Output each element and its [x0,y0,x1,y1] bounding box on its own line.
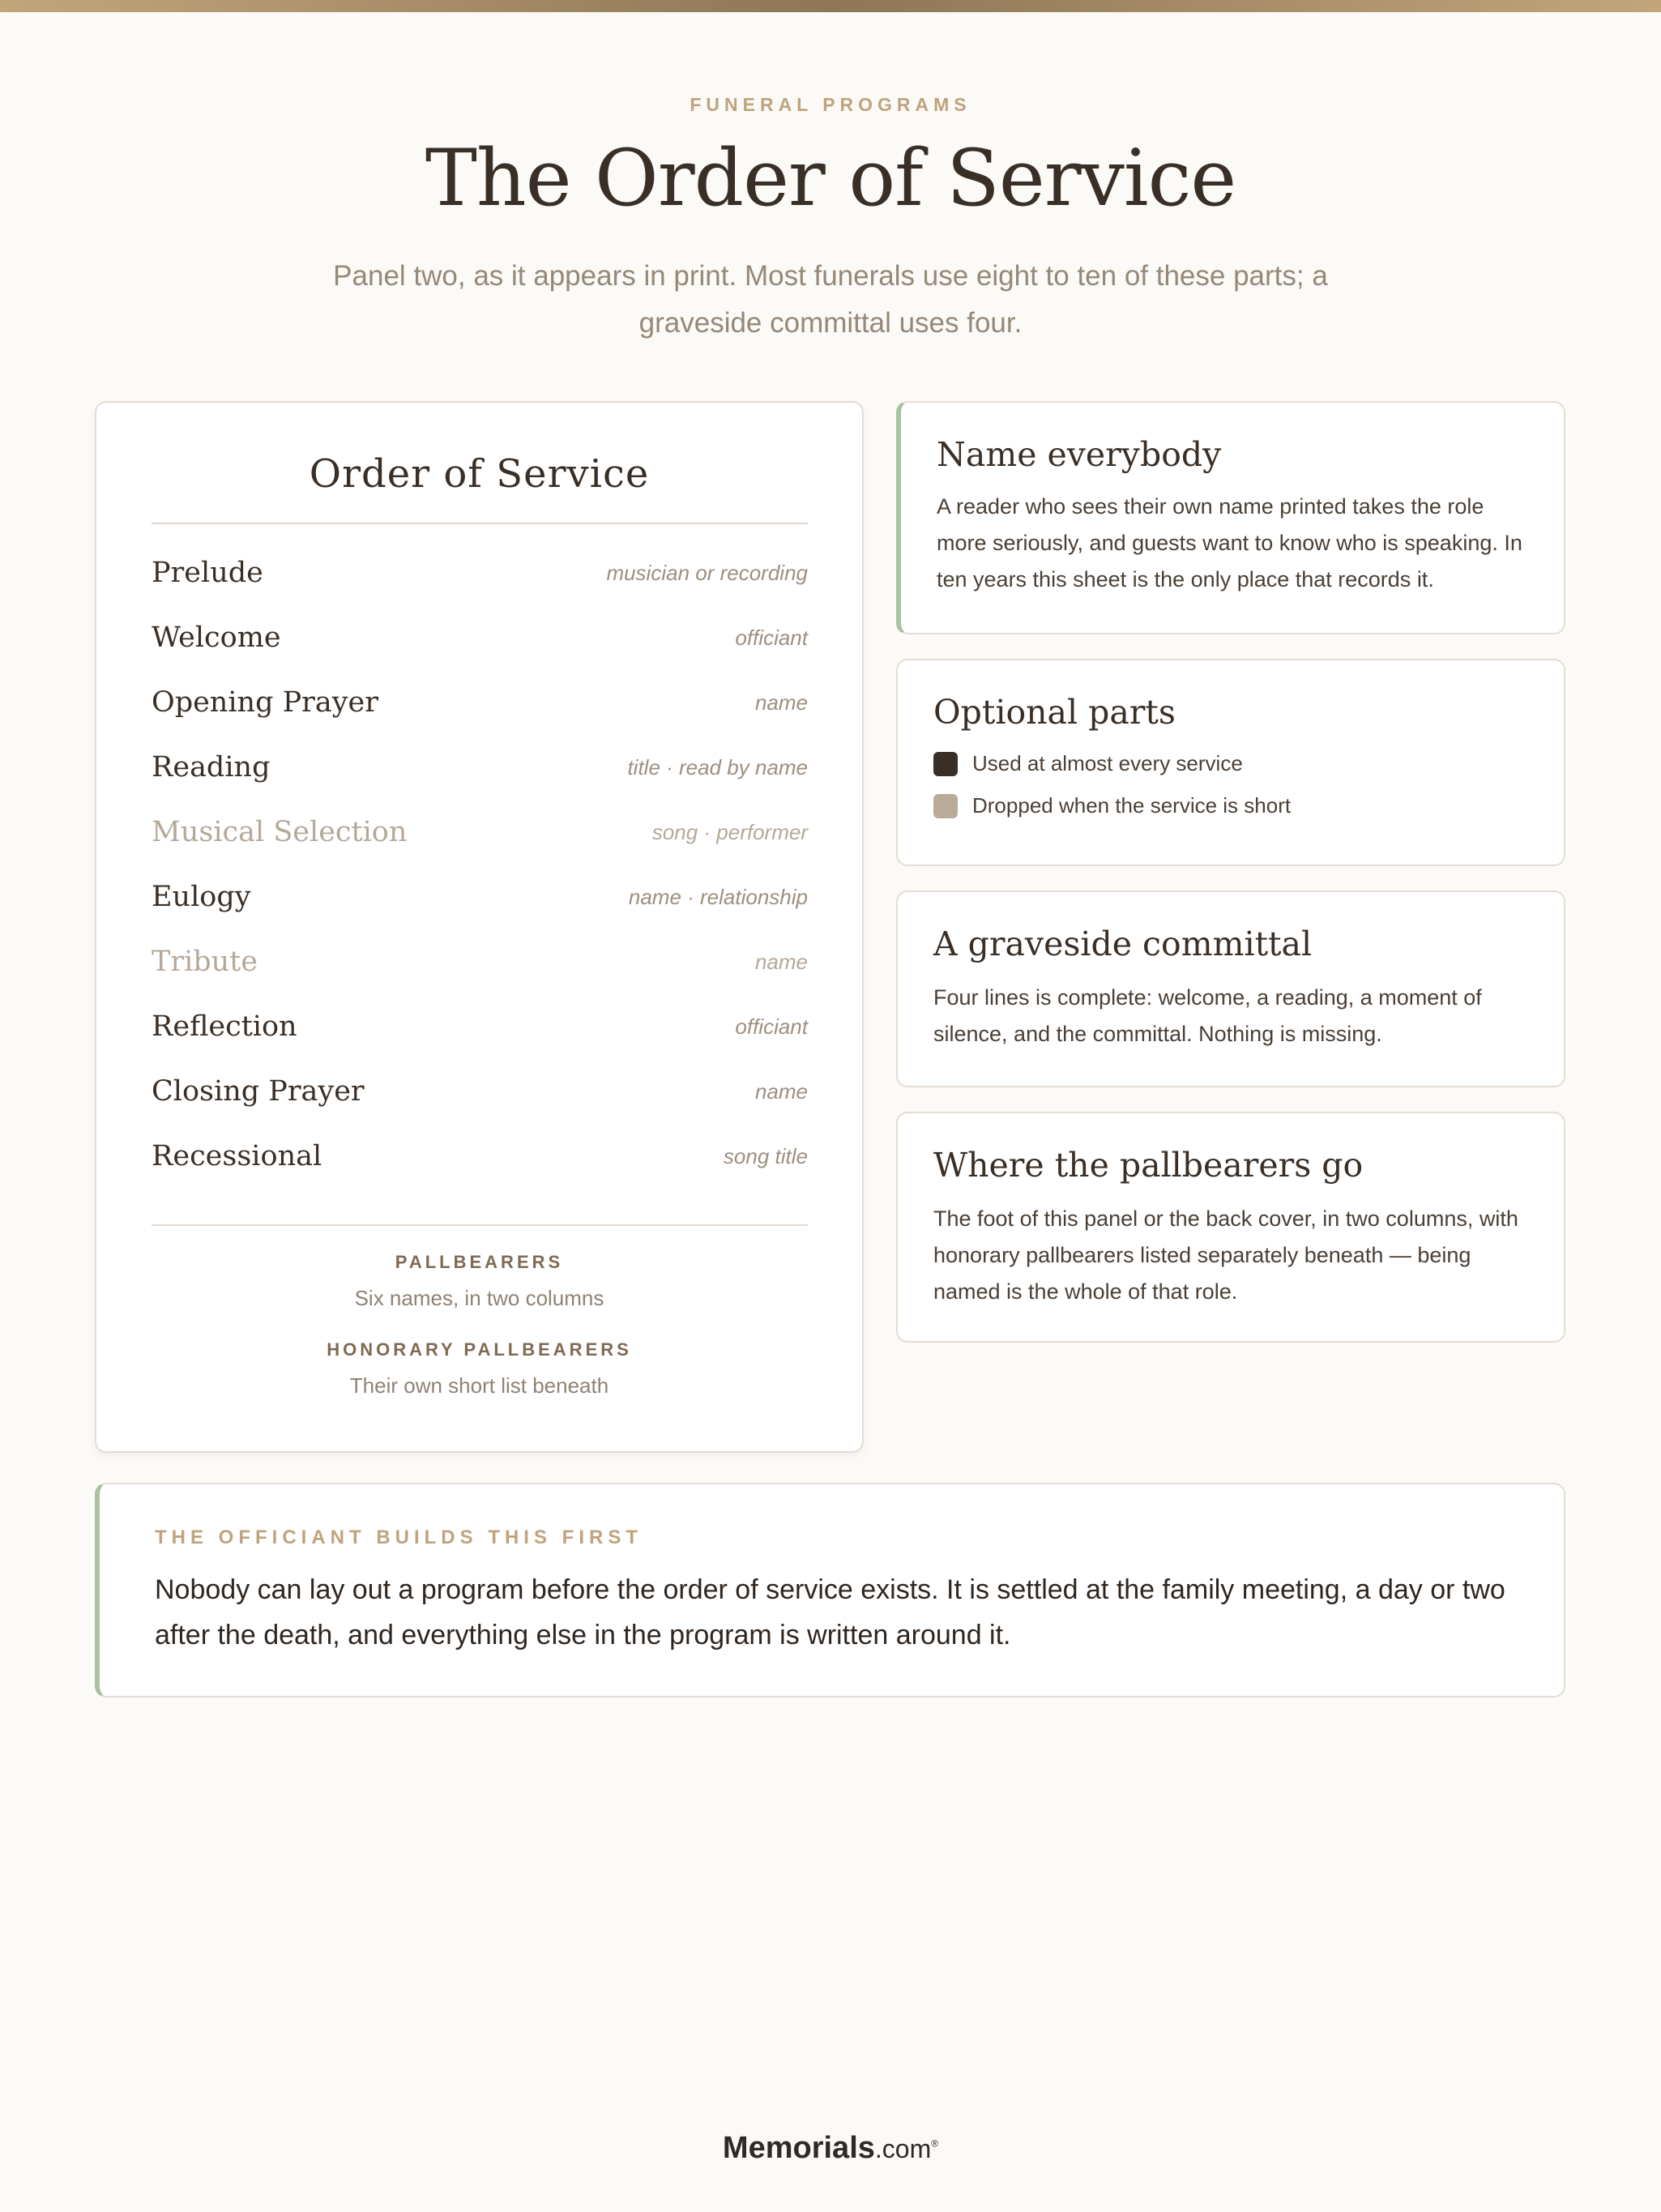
legend-item-core [933,751,1243,776]
logo-suffix: .com [874,2134,932,2163]
tip-card-graveside [896,890,1565,1087]
divider [152,1224,808,1226]
service-part-name: Reflection [152,1010,297,1043]
memorials-logo[interactable] [0,2131,1661,2166]
tip-card-pallbearers [896,1112,1565,1343]
tip-body: The foot of this panel or the back cover, in two columns, with honorary pallbearers listed separately beneath — being named is the whole of that role. [933,1206,1518,1304]
service-part-name: Eulogy [152,881,251,913]
divider [152,523,808,524]
service-item [152,865,808,929]
service-item [152,735,808,800]
service-part-name: Opening Prayer [152,686,378,719]
service-part-role: song · performer [651,819,808,844]
service-part-role: name · relationship [628,884,808,909]
legend-item-optional [933,793,1291,818]
tip-title: Where the pallbearers go [933,1146,1364,1185]
tip-card-name-everybody [896,401,1565,634]
swatch-core [933,752,958,776]
service-part-role: name [754,1078,808,1104]
service-part-role: name [754,949,808,974]
service-part-role: officiant [735,625,808,650]
honorary-pallbearers-note: Their own short list beneath [349,1373,609,1398]
tip-title: Optional parts [933,693,1176,732]
tip-title: Name everybody [937,435,1222,474]
order-of-service-card [95,401,864,1453]
service-part-name: Closing Prayer [152,1075,365,1108]
tip-title: A graveside committal [933,925,1313,963]
page-title: The Order of Service [425,133,1236,224]
page-subtitle: Panel two, as it appears in print. Most funerals use eight to ten of these parts; a graveside committal uses four. [333,260,1328,339]
service-item [152,540,808,605]
service-item [152,994,808,1059]
top-accent-bar [0,0,1661,12]
service-item [152,670,808,735]
honorary-pallbearers-label: HONORARY PALLBEARERS [327,1339,632,1360]
legend-label: Dropped when the service is short [972,793,1292,818]
service-part-name: Recessional [152,1140,322,1172]
legend-label: Used at almost every service [972,751,1243,775]
service-item [152,605,808,670]
pallbearers-note: Six names, in two columns [354,1286,604,1310]
service-part-role: song title [723,1143,808,1168]
service-part-name: Musical Selection [152,816,408,848]
service-part-name: Reading [152,751,271,784]
tip-body: A reader who sees their own name printed takes the role more seriously, and guests want to know who is speaking. In ten years this sheet is the only place that records it. [937,494,1522,591]
service-part-role: title · read by name [627,754,808,779]
logo-brand: Memorials [722,2131,875,2165]
section-eyebrow: FUNERAL PROGRAMS [690,94,971,115]
service-part-name: Tribute [152,946,258,978]
tip-card-optional-parts [896,659,1565,866]
service-part-role: name [754,690,808,715]
pallbearers-label: PALLBEARERS [395,1252,564,1272]
order-of-service-list [152,540,808,1189]
order-of-service-title: Order of Service [309,451,650,497]
service-item [152,1124,808,1189]
swatch-optional [933,794,958,818]
service-part-name: Prelude [152,557,263,589]
service-item [152,929,808,994]
note-body: Nobody can lay out a program before the order of service exists. It is settled at the family meeting, a day or two after the death, and everything else in the program is written around it. [155,1574,1505,1650]
service-item [152,1059,808,1124]
officiant-note-card [95,1483,1565,1697]
service-item [152,800,808,865]
logo-registered: ® [931,2137,939,2150]
service-part-name: Welcome [152,621,281,654]
service-part-role: musician or recording [606,560,808,585]
note-eyebrow: THE OFFICIANT BUILDS THIS FIRST [155,1527,643,1548]
tip-body: Four lines is complete: welcome, a reading, a moment of silence, and the committal. Nothing is missing. [933,985,1482,1046]
service-part-role: officiant [735,1014,808,1039]
